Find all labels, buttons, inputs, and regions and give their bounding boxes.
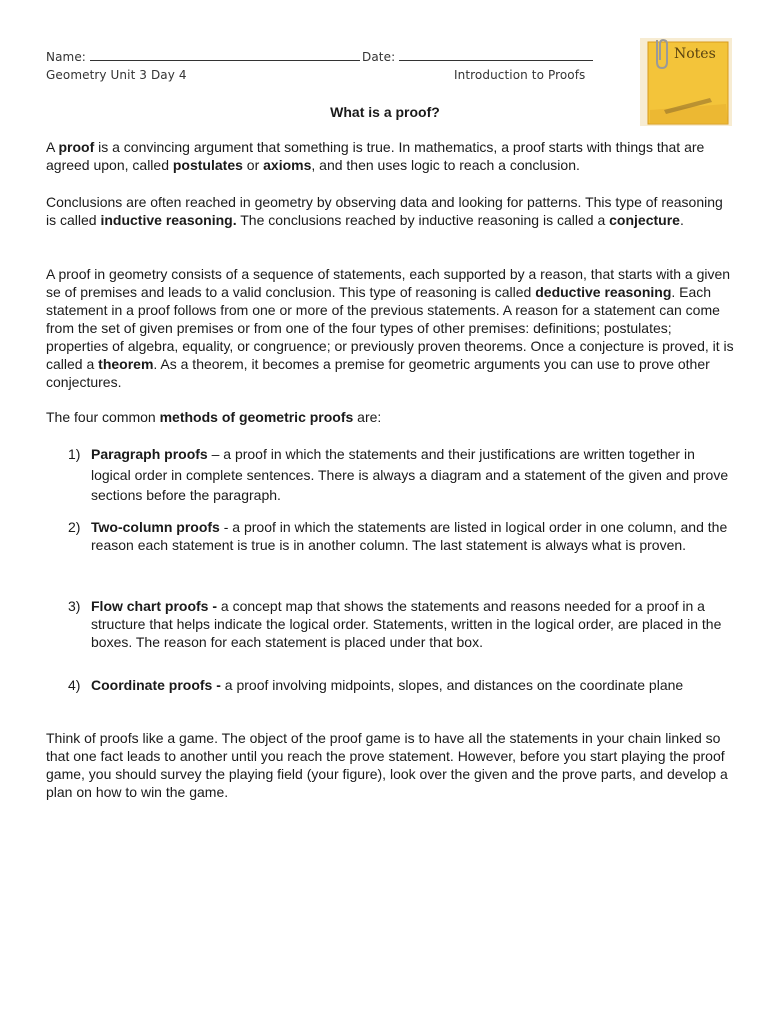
name-blank-line — [90, 48, 360, 61]
method-description: a concept map that shows the statements and reasons needed for a proof in a structure that helps indicate the logical order. Statements, written in the logical order, are placed in the boxes. The reason for each statement is placed under that box. — [91, 598, 722, 650]
list-number: 3) — [68, 598, 81, 614]
inductive-reasoning-paragraph: Conclusions are often reached in geometry by observing data and looking for patterns. This type of reasoning is called inductive reasoning. The conclusions reached by inductive reasoning is called a conjecture. — [46, 194, 723, 228]
course-label: Geometry Unit 3 Day 4 — [46, 68, 187, 82]
method-name: Paragraph proofs — [91, 446, 208, 462]
topic-label: Introduction to Proofs — [454, 68, 586, 82]
methods-intro-paragraph: The four common methods of geometric proofs are: — [46, 409, 382, 425]
method-description: – a proof in which the statements and their justifications are written together in logical order in complete sentences. There is always a diagram and a statement of the given and prove sections before the paragraph. — [91, 446, 729, 503]
date-blank-line — [399, 48, 593, 61]
name-field — [46, 48, 360, 64]
method-name: Flow chart proofs - — [91, 598, 217, 614]
deductive-reasoning-paragraph: A proof in geometry consists of a sequence of statements, each supported by a reason, that starts with a given se of premises and leads to a valid conclusion. This type of reasoning is called deductive reasoning. Each statement in a proof follows from one or more of the previous statements. A reason for a statement can come from the set of given premises or from one of the four types of other premises: definitions; postulates; properties of algebra, equality, or congruence; or previously proven theorems. Once a conjecture is proved, it is called a theorem. As a theorem, it becomes a premise for geometric arguments you can use to prove other conjectures. — [46, 266, 734, 390]
method-description: a proof involving midpoints, slopes, and distances on the coordinate plane — [220, 677, 684, 693]
method-name: Two-column proofs — [91, 519, 220, 535]
date-label: Date: — [362, 50, 396, 64]
method-name: Coordinate proofs - — [91, 677, 221, 693]
method-description: - a proof in which the statements are listed in logical order in one column, and the reason each statement is true is in another column. The last statement is always what is proven. — [91, 519, 728, 553]
proof-game-paragraph: Think of proofs like a game. The object of the proof game is to have all the statements in your chain linked so that one fact leads to another until you reach the prove statement. However, before you start playing the proof game, you should survey the playing field (your figure), look over the given and the prove parts, and develop a plan on how to win the game. — [46, 730, 728, 800]
notes-label: Notes — [674, 46, 716, 62]
name-label: Name: — [46, 50, 86, 64]
list-number: 1) — [68, 446, 81, 462]
proof-definition-paragraph: A proof is a convincing argument that something is true. In mathematics, a proof starts with things that are agreed upon, called postulates or axioms, and then uses logic to reach a conclusion. — [46, 139, 705, 173]
page-title: What is a proof? — [330, 104, 440, 120]
list-number: 4) — [68, 677, 81, 693]
date-field — [362, 48, 593, 64]
list-number: 2) — [68, 519, 81, 535]
